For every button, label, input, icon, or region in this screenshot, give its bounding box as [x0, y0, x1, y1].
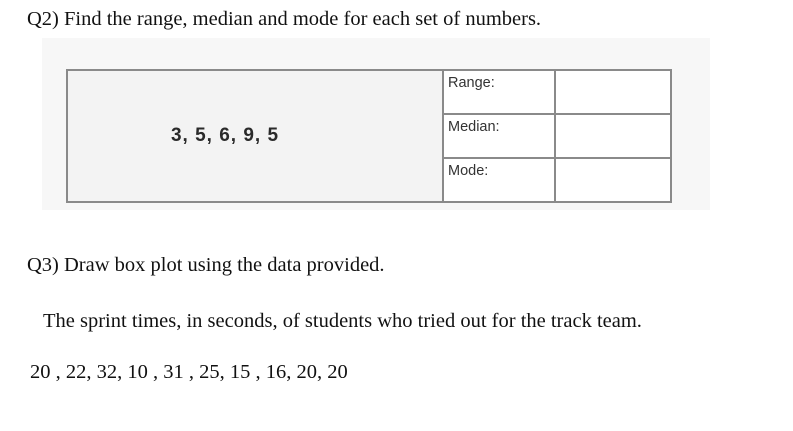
- range-label: Range:: [443, 70, 555, 114]
- median-answer-cell[interactable]: [555, 114, 671, 158]
- number-set: 3, 5, 6, 9, 5: [67, 70, 443, 202]
- statistics-table: [66, 69, 672, 203]
- range-answer-cell[interactable]: [555, 70, 671, 114]
- q3-context-text: The sprint times, in seconds, of students who tried out for the track team.: [43, 310, 642, 332]
- median-label: Median:: [443, 114, 555, 158]
- q3-data-values: 20 , 22, 32, 10 , 31 , 25, 15 , 16, 20, 20: [30, 361, 348, 383]
- q3-question-title: Q3) Draw box plot using the data provided.: [27, 254, 385, 276]
- q2-question-title: Q2) Find the range, median and mode for each set of numbers.: [27, 8, 542, 30]
- mode-answer-cell[interactable]: [555, 158, 671, 202]
- mode-label: Mode:: [443, 158, 555, 202]
- table-row: [67, 70, 671, 114]
